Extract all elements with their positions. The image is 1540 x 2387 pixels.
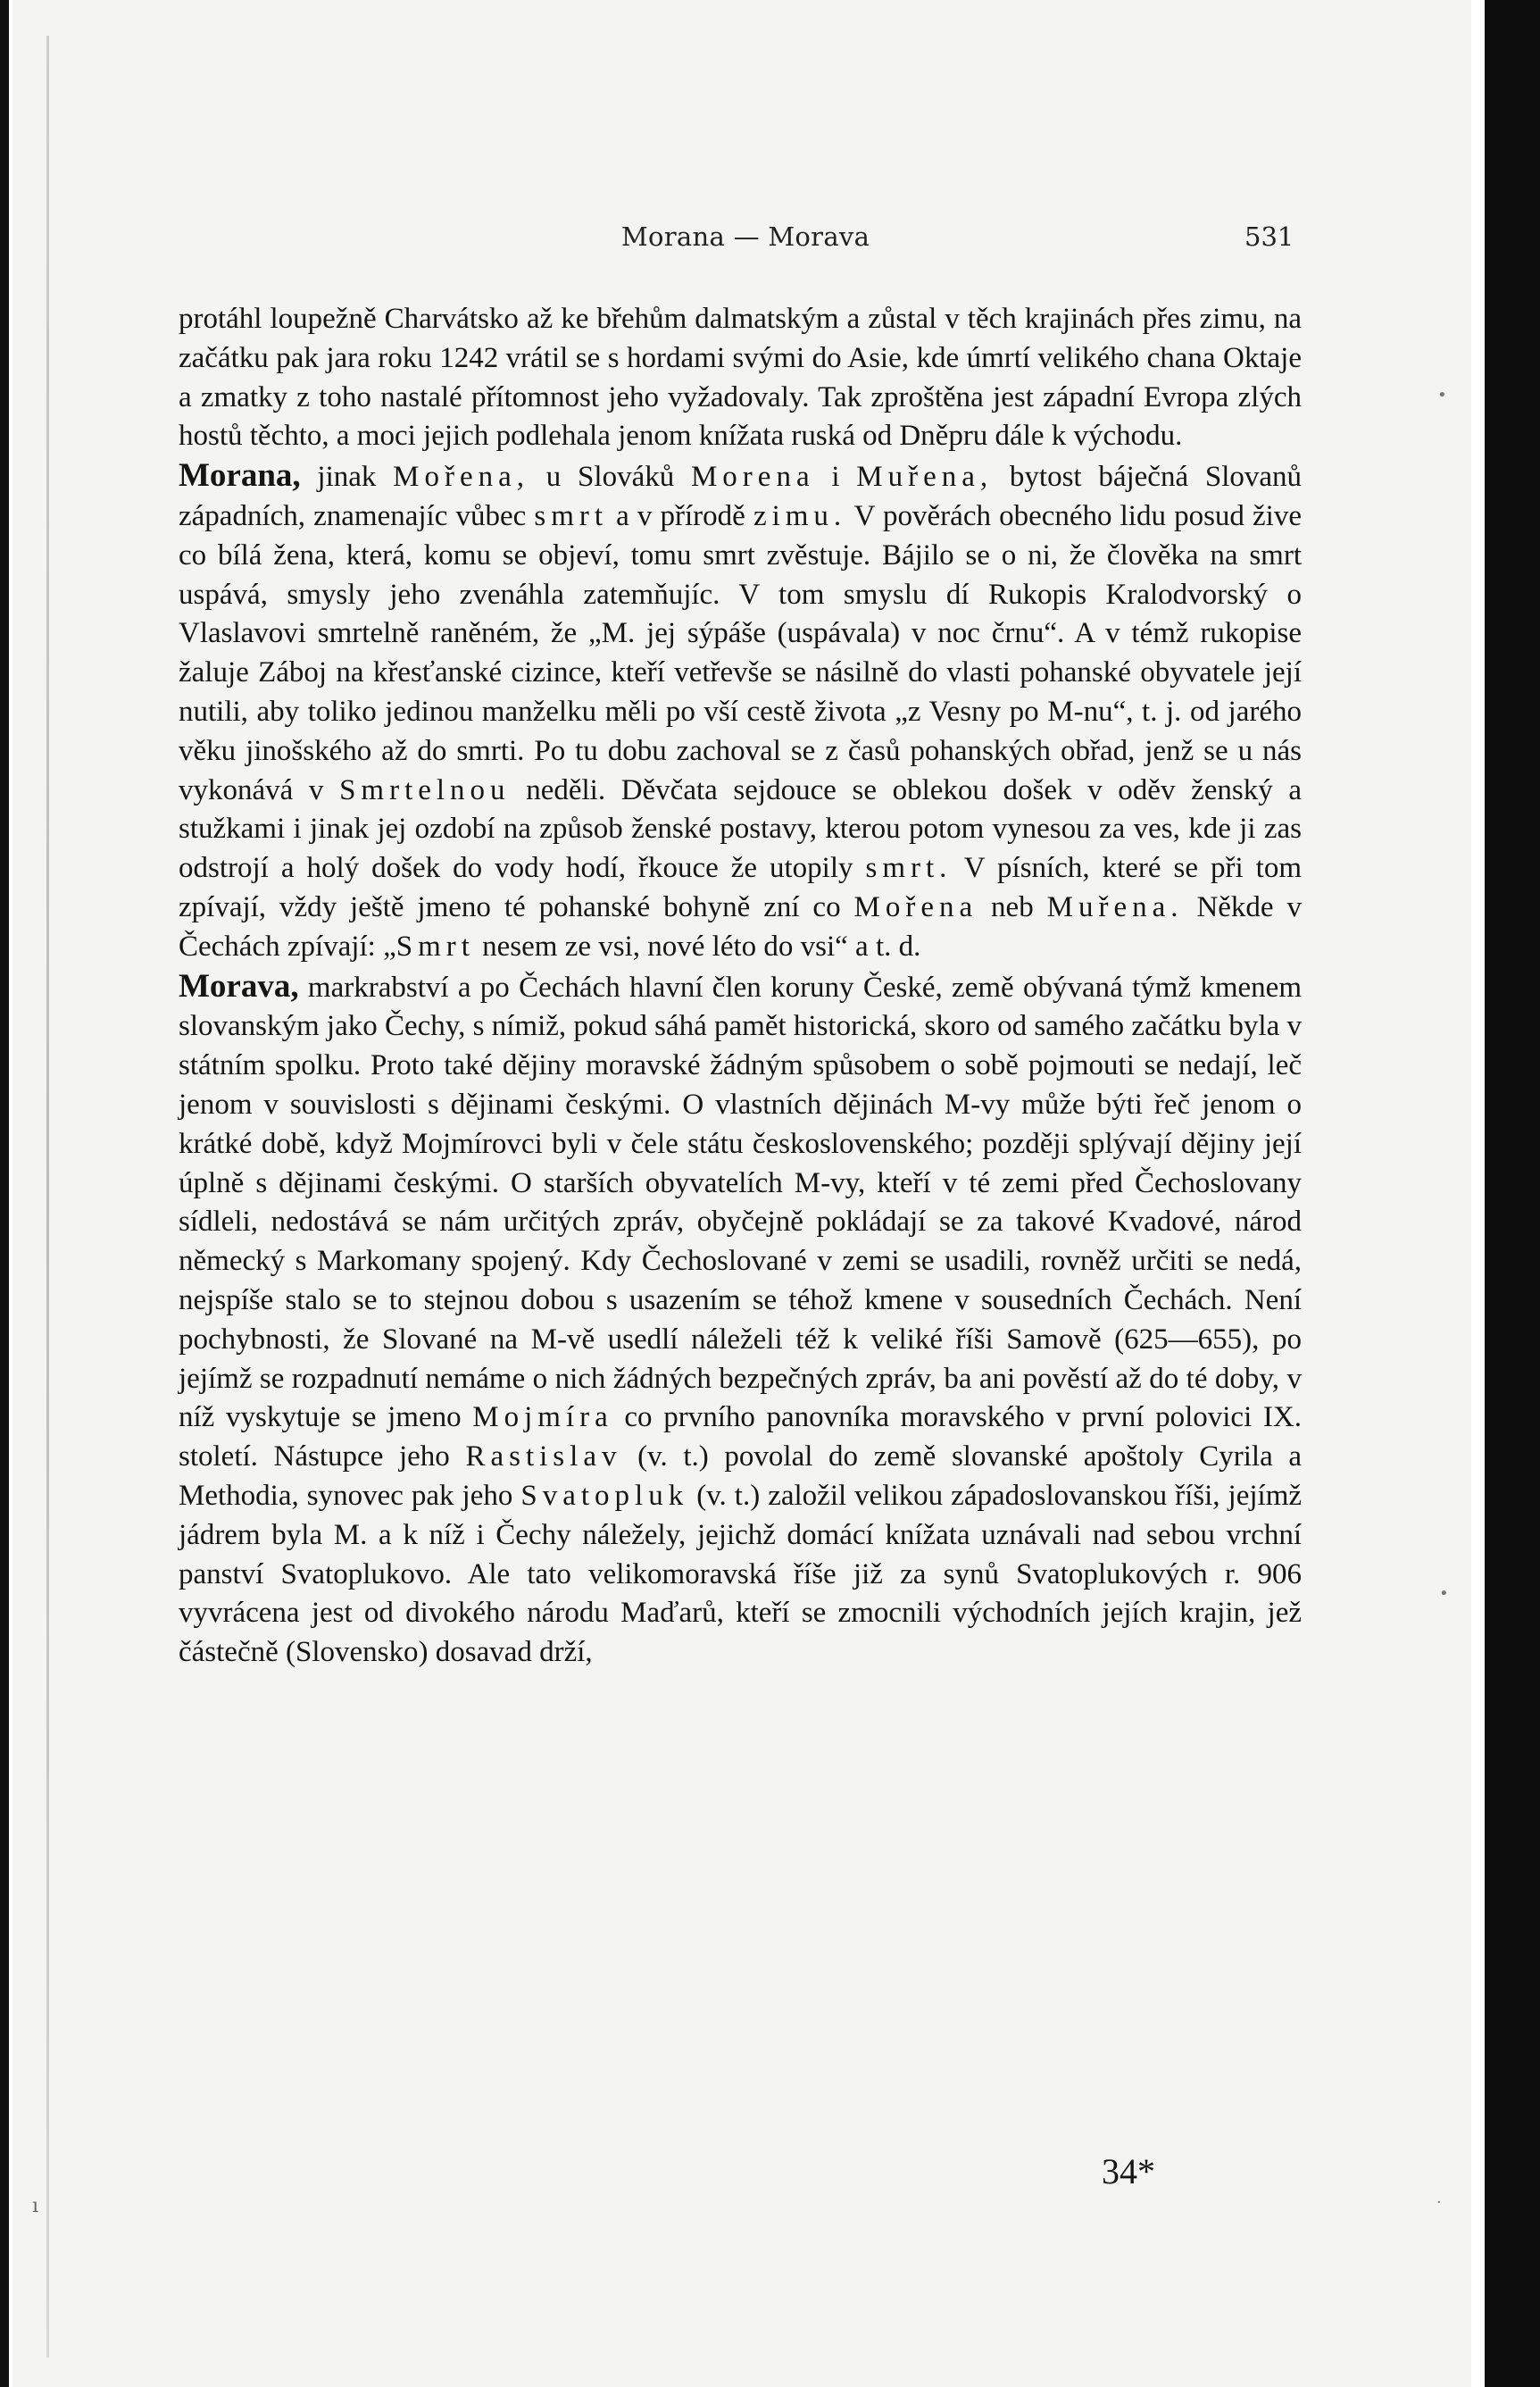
spaced-term: Svatopluk xyxy=(520,1479,689,1512)
page-number: 531 xyxy=(1244,221,1294,252)
text-span: (v. t.) založil velikou západoslovanskou říši, jejímž jádrem byla M. a k níž i Čechy náležely, jejichž domácí knížata uznávali nad sebou vrchní panství Svatoplukovo. Ale tato velikomoravská říše již za synů Svatoplukových r. 906 vyvrácena jest od divokého národu Maďarů, kteří se zmocnili východních jejích krajin, jež částečně (Slovensko) dosavad drží, xyxy=(179,1479,1303,1669)
text-span: bytost báječná Slovanů západních, znamenajíc vůbec xyxy=(179,461,1303,532)
spaced-term: Morena xyxy=(690,461,815,494)
scan-edge-left xyxy=(0,0,9,2387)
scan-speck: • xyxy=(1437,386,1447,405)
book-page xyxy=(12,0,1471,2387)
intro-paragraph: protáhl loupežně Charvátsko až ke břehům dalmatským a zůstal v těch krajinách přes zimu, na začátku pak jara roku 1242 vrátil se s hordami svými do Asie, kde úmrtí velikého chana Oktaje a zmatky z toho nastalé přítomnost jeho vyžadovaly. Tak zproštěna jest západní Evropa zlých hostů těchto, a moci jejich podlehala jenom knížata ruská od Dněpru dále k východu. xyxy=(179,303,1302,453)
text-span: neb xyxy=(978,890,1047,923)
spaced-term: smrt. xyxy=(865,852,953,885)
spaced-term: smrt xyxy=(534,499,609,532)
text-span: nesem ze vsi, nové léto do vsi“ a t. d. xyxy=(474,930,921,963)
text-span: (v. t.) povolal do země slovanské apoštoly Cyrila a Methodia, synovec pak jeho xyxy=(179,1440,1303,1512)
text-span: neděli. Děvčata sejdouce se oblekou došek v oděv ženský a stužkami i jinak jej ozdobí na způsob ženské postavy, kterou potom vynesou za ves, kde ji zas odstrojí a holý došek do vody hodí, řkouce že utopily xyxy=(179,773,1302,885)
entry-morava xyxy=(179,967,1302,1673)
scan-speck: · xyxy=(1436,2193,1442,2212)
text-span: co prvního panovníka moravského v první polovici IX. století. Nástupce jeho xyxy=(179,1401,1302,1473)
text-span: Někde v Čechách zpívají: „ xyxy=(179,890,1302,963)
spaced-term: Mořena, xyxy=(393,461,530,494)
text-span: u Slováků xyxy=(529,461,691,494)
signature-mark: 34* xyxy=(1102,2151,1155,2191)
body-text xyxy=(179,300,1302,1673)
text-span: a v přírodě xyxy=(608,499,753,532)
spaced-term: zimu. xyxy=(753,499,847,532)
scan-speck: ı xyxy=(32,2195,39,2217)
entry-head-morana: Morana, xyxy=(179,457,301,495)
spaced-term: Smrt xyxy=(395,930,475,963)
spaced-term: Muřena, xyxy=(856,461,994,494)
gutter-line xyxy=(46,36,49,2358)
entry-head-morava: Morava, xyxy=(179,967,299,1005)
scan-speck: • xyxy=(1439,1584,1449,1603)
spaced-term: Smrtelnou xyxy=(339,773,511,806)
text-span: jinak xyxy=(300,461,394,494)
spaced-term: Rastislav xyxy=(465,1440,622,1473)
page-header xyxy=(12,221,1471,257)
scan-edge-right xyxy=(1485,0,1540,2387)
text-span: markrabství a po Čechách hlavní člen koruny České, země obývaná týmž kmenem slovanským jako Čechy, s nímiž, pokud sáhá pamět historická, skoro od samého začátku byla v státním spolku. Proto také dějiny moravské žádným spůsobem o sobě pojmouti se nedají, leč jenom v souvislosti s dějinami českými. O vlastních dějinách M-vy může býti řeč jenom o krátké době, když Mojmírovci byli v čele státu československého; později splývají dějiny její úplně s dějinami českými. O starších obyvatelích M-vy, kteří v té zemi před Čechoslovany sídleli, nedostává se nám určitých zpráv, obyčejně pokládají se za takové Kvadové, národ německý s Markomany spojený. Kdy Čechoslované v zemi se usadili, rovněž určiti se nedá, nejspíše stalo se to stejnou dobou s usazením se téhož kmene v sousedních Čechách. Není pochybnosti, že Slované na M-vě usedlí náleželi též k veliké říši Samově (625—655), po jejímž se rozpadnutí nemáme o nich žádných bezpečných zpráv, ba ani pověstí až do té doby, v níž vyskytuje se jmeno xyxy=(179,971,1302,1434)
entry-morana xyxy=(179,456,1302,966)
running-title: Morana — Morava xyxy=(621,221,870,252)
spaced-term: Mořena xyxy=(853,890,978,923)
text-span: V pověrách obecného lidu posud žive co bílá žena, která, komu se objeví, tomu smrt zvěstuje. Bájilo se o ni, že člověka na smrt uspává, smysly jeho zvenáhla zatemňujíc. V tom smyslu dí Rukopis Kralodvorský o Vlaslavovi smrtelně raněném, že „M. jej sýpáše (uspávala) v noc črnu“. A v témž rukopise žaluje Záboj na křesťanské cizince, kteří vetřevše se násilně do vlasti pohanské obyvatele její nutili, aby toliko jedinou manželku měli po vší cestě života „z Vesny po M-nu“, t. j. od jarého věku jinošského až do smrti. Po tu dobu zachoval se z časů pohanských obřad, jenž se u nás vykonává v xyxy=(179,499,1302,806)
spaced-term: Mojmíra xyxy=(472,1401,613,1434)
spaced-term: Muřena. xyxy=(1046,890,1184,923)
text-span: i xyxy=(814,461,857,494)
text-span: V písních, které se při tom zpívají, vždy ještě jmeno té pohanské bohyně zní co xyxy=(179,852,1302,923)
